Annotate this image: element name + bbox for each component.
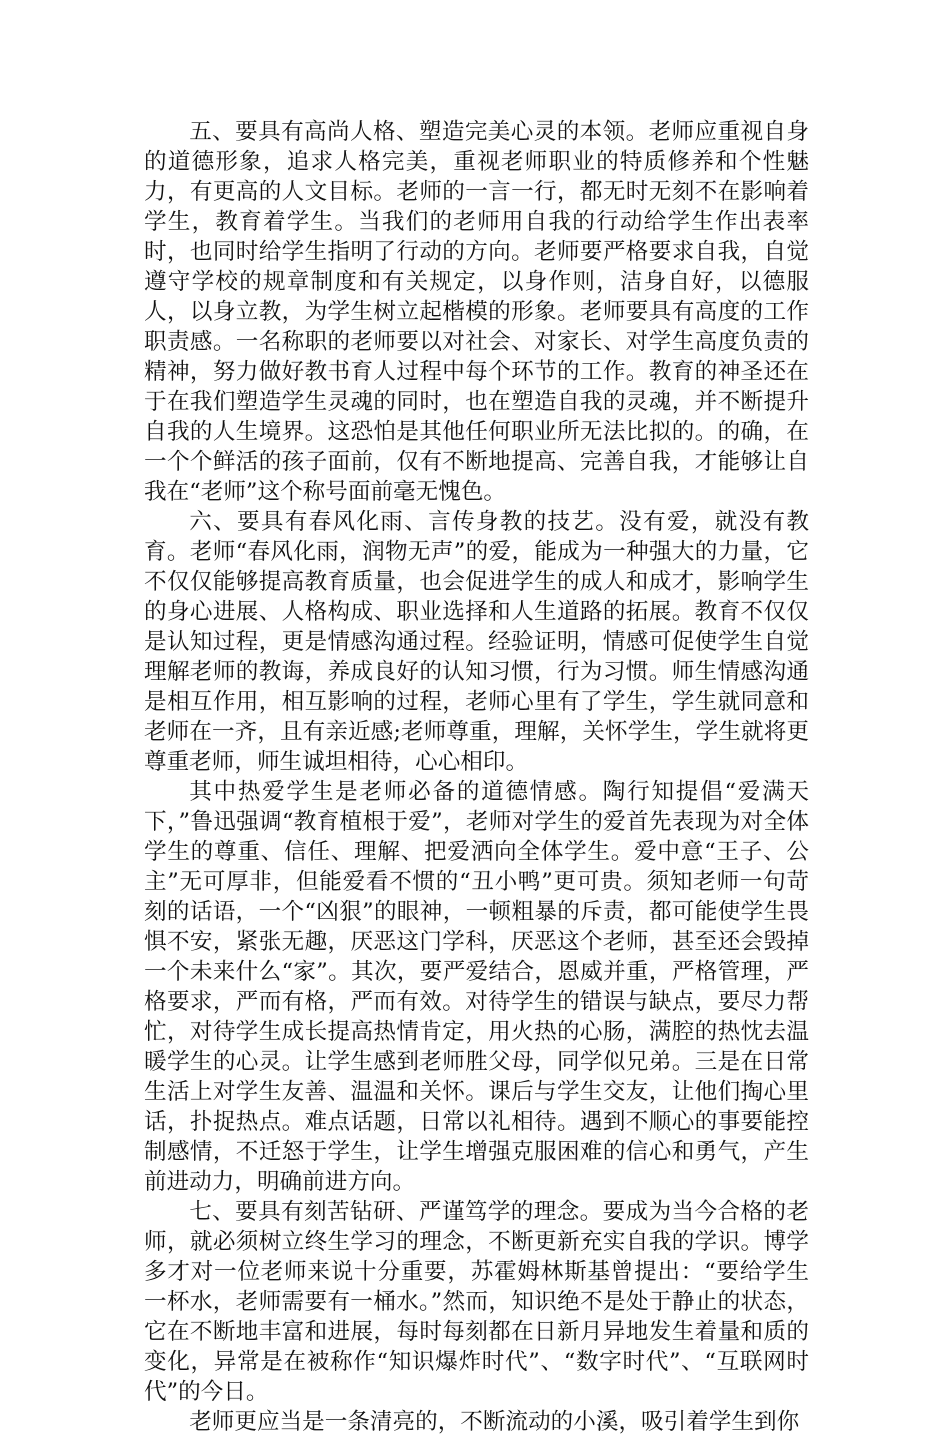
paragraph-stream: 老师更应当是一条清亮的，不断流动的小溪，吸引着学生到你: [189, 1409, 800, 1435]
document-page: [144, 117, 809, 1437]
paragraph-love-students: 其中热爱学生是老师必备的道德情感。陶行知提倡“爱满天下，”鲁迅强调“教育植根于爱”，老师对学生的爱首先表现为对全体学生的尊重、信任、理解、把爱洒向全体学生。爱中意“王子、公主”无可厚非，但能爱看不惯的“丑小鸭”更可贵。须知老师一句苛刻的话语，一个“凶狠”的眼神，一顿粗暴的斥责，都可能使学生畏惧不安，紧张无趣，厌恶这门学科，厌恶这个老师，甚至还会毁掉一个未来什么“家”。其次，要严爱结合，恩威并重，严格管理，严格要求，严而有格，严而有效。对待学生的错误与缺点，要尽力帮忙，对待学生成长提高热情肯定，用火热的心肠，满腔的热忱去温暖学生的心灵。让学生感到老师胜父母，同学似兄弟。三是在日常生活上对学生友善、温温和关怀。课后与学生交友，让他们掏心里话，扑捉热点。难点话题，日常以礼相待。遇到不顺心的事要能控制感情，不迁怒于学生，让学生增强克服困难的信心和勇气，产生前进动力，明确前进方向。: [144, 779, 809, 1195]
paragraph-teaching-art: 六、要具有春风化雨、言传身教的技艺。没有爱，就没有教育。老师“春风化雨，润物无声”的爱，能成为一种强大的力量，它不仅仅能够提高教育质量，也会促进学生的成人和成才，影响学生的身心进展、人格构成、职业选择和人生道路的拓展。教育不仅仅是认知过程，更是情感沟通过程。经验证明，情感可促使学生自觉理解老师的教诲，养成良好的认知习惯，行为习惯。师生情感沟通是相互作用，相互影响的过程，老师心里有了学生，学生就同意和老师在一齐，且有亲近感;老师尊重，理解，关怀学生，学生就将更尊重老师，师生诚坦相待，心心相印。: [144, 509, 809, 775]
paragraph-lifelong-learning: 七、要具有刻苦钻研、严谨笃学的理念。要成为当今合格的老师，就必须树立终生学习的理念，不断更新充实自我的学识。博学多才对一位老师来说十分重要，苏霍姆林斯基曾提出：“要给学生一杯水，老师需要有一桶水。”然而，知识绝不是处于静止的状态，它在不断地丰富和进展，每时每刻都在日新月异地发生着量和质的变化，异常是在被称作“知识爆炸时代”、“数字时代”、“互联网时代”的今日。: [144, 1199, 809, 1405]
paragraph-personality: 五、要具有高尚人格、塑造完美心灵的本领。老师应重视自身的道德形象，追求人格完美，重视老师职业的特质修养和个性魅力，有更高的人文目标。老师的一言一行，都无时无刻不在影响着学生，教育着学生。当我们的老师用自我的行动给学生作出表率时，也同时给学生指明了行动的方向。老师要严格要求自我，自觉遵守学校的规章制度和有关规定，以身作则，洁身自好，以德服人，以身立教，为学生树立起楷模的形象。老师要具有高度的工作职责感。一名称职的老师要以对社会、对家长、对学生高度负责的精神，努力做好教书育人过程中每个环节的工作。教育的神圣还在于在我们塑造学生灵魂的同时，也在塑造自我的灵魂，并不断提升自我的人生境界。这恐怕是其他任何职业所无法比拟的。的确，在一个个鲜活的孩子面前，仅有不断地提高、完善自我，才能够让自我在“老师”这个称号面前毫无愧色。: [144, 119, 809, 505]
